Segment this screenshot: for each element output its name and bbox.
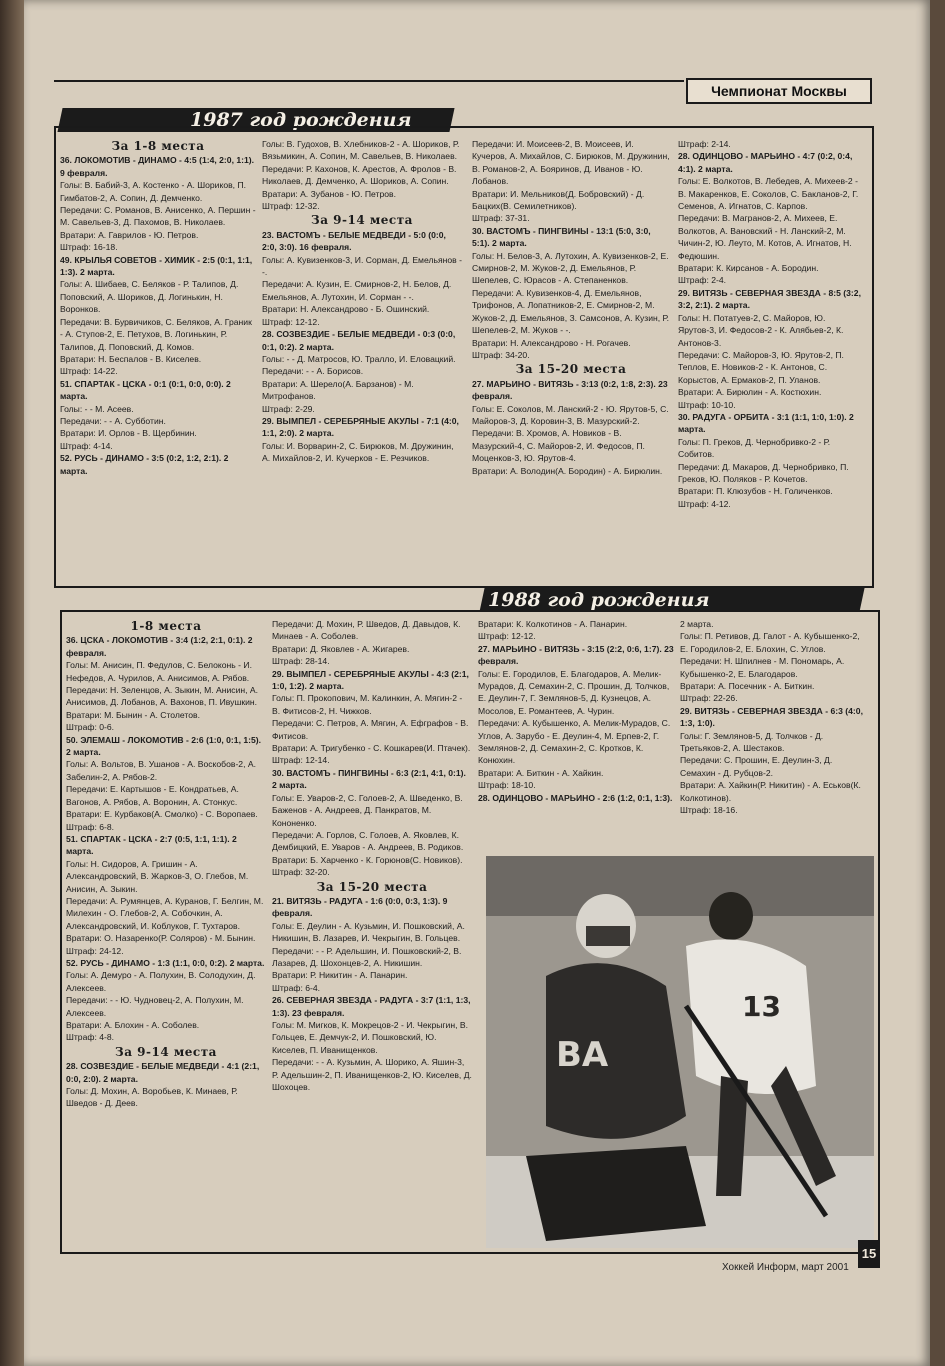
match-detail: Штраф: 22-26.	[680, 693, 738, 704]
match-detail: Голы: А. Кувизенков-3, И. Сорман, Д. Емельянов - -.	[262, 254, 462, 278]
match-detail: Голы: А. Шибаев, С. Беляков - Р. Талипов, Д. Поповский, А. Шориков, Д. Логинькин, Н. Воронков.	[60, 279, 239, 315]
match-detail: Голы: П. Греков, Д. Чернобривко-2 - Р. Собитов.	[678, 436, 831, 460]
match-detail: Голы: Н. Потатуев-2, С. Майоров, Ю. Ярутов-3, И. Федосов-2 - К. Алябьев-2, К. Антонов-3.	[678, 312, 844, 348]
match-detail: Вратари: Д. Яковлев - А. Жигарев.	[272, 643, 410, 654]
match-detail: Голы: И. Ворварин-2, С. Бирюков, М. Дружинин, А. Михайлов-2, И. Кучерков - Е. Резчиков.	[262, 440, 454, 464]
match-detail: Вратари: А. Зубанов - Ю. Петров.	[262, 188, 396, 199]
section-1988-title: 1988 год рождения	[488, 589, 710, 611]
section-1987-title: 1987 год рождения	[190, 109, 412, 131]
match-result: 23. ВАСТОМЪ - БЕЛЫЕ МЕДВЕДИ - 5:0 (0:0, 2:0, 3:0). 16 февраля.	[262, 229, 446, 253]
match-result: 30. РАДУГА - ОРБИТА - 3:1 (1:1, 1:0, 1:0). 2 марта.	[678, 411, 854, 435]
match-detail: Штраф: 4-8.	[66, 1032, 115, 1043]
match-result: 26. СЕВЕРНАЯ ЗВЕЗДА - РАДУГА - 3:7 (1:1, 1:3, 1:3). 23 февраля.	[272, 995, 471, 1018]
match-detail: Штраф: 34-20.	[472, 349, 530, 360]
match-detail: Передачи: С. Майоров-3, Ю. Ярутов-2, П. Теплов, Е. Новиков-2 - К. Антонов, С. Корыстов, А. Ермаков-2, П. Уланов.	[678, 349, 844, 385]
match-detail: Штраф: 24-12.	[66, 945, 124, 956]
section-1987-column-4	[678, 138, 866, 580]
match-result: 28. СОЗВЕЗДИЕ - БЕЛЫЕ МЕДВЕДИ - 0:3 (0:0, 0:1, 0:2). 2 марта.	[262, 329, 456, 352]
match-detail: Голы: Н. Сидоров, А. Гришин - А. Александровский, В. Жарков-3, О. Глебов, М. Анисин, А. Зыкин.	[66, 858, 249, 894]
match-detail: Голы: М. Мигков, К. Мокрецов-2 - И. Чекрыгин, В. Гольцев, Е. Демчук-2, И. Пошковский, Ю. Киселев, П. Иванищенков.	[272, 1020, 468, 1055]
placement-heading: За 9-14 места	[311, 213, 413, 228]
match-detail: Вратари: П. Клюзубов - Н. Голиченков.	[678, 486, 833, 497]
match-detail: 2 марта.	[680, 619, 714, 629]
section-rubric: Чемпионат Москвы	[686, 78, 872, 104]
match-result: 28. ОДИНЦОВО - МАРЬИНО - 4:7 (0:2, 0:4, 4:1). 2 марта.	[678, 151, 853, 174]
match-result: 36. ЛОКОМОТИВ - ДИНАМО - 4:5 (1:4, 2:0, 1:1). 9 февраля.	[60, 155, 255, 178]
match-detail: Штраф: 18-10.	[478, 780, 536, 791]
match-detail: Штраф: 0-6.	[66, 722, 115, 733]
match-detail: Штраф: 12-14.	[272, 755, 330, 766]
match-result: 49. КРЫЛЬЯ СОВЕТОВ - ХИМИК - 2:5 (0:1, 1:1, 1:3). 2 марта.	[60, 254, 253, 278]
match-detail: Передачи: А. Румянцев, А. Куранов, Г. Белгин, М. Милехин - О. Глебов-2, А. Собочкин, А. Александровский, И. Коблуков, Г. Тухтаров.	[66, 895, 264, 931]
match-detail: Голы: - - Д. Матросов, Ю. Тралло, И. Еловацкий.	[262, 353, 456, 364]
match-detail: Штраф: 2-29.	[262, 403, 315, 414]
section-1988-column-2	[272, 618, 472, 1248]
match-detail: Вратари: О. Назаренко(Р. Соляров) - М. Бынин.	[66, 933, 256, 944]
match-result: 51. СПАРТАК - ЦСКА - 2:7 (0:5, 1:1, 1:1). 2 марта.	[66, 833, 237, 857]
match-detail: Вратари: А. Шерело(А. Барзанов) - М. Митрофанов.	[262, 378, 414, 402]
placement-heading: За 9-14 места	[115, 1044, 217, 1059]
match-detail: Передачи: Е. Картышов - Е. Кондратьев, А. Вагонов, А. Рябов, А. Воронин, А. Стонкус.	[66, 784, 239, 807]
match-result: 27. МАРЬИНО - ВИТЯЗЬ - 3:15 (2:2, 0:6, 1:7). 23 февраля.	[478, 643, 674, 667]
match-result: 21. ВИТЯЗЬ - РАДУГА - 1:6 (0:0, 0:3, 1:3). 9 февраля.	[272, 895, 448, 919]
hockey-photo	[486, 856, 874, 1248]
match-detail: Передачи: - - Р. Адельшин, И. Пошковский-2, В. Лазарев, Д. Шохонцев-2, А. Никишин.	[272, 945, 462, 968]
match-detail: Штраф: 18-16.	[680, 805, 738, 816]
match-detail: Штраф: 2-4.	[678, 275, 727, 286]
match-detail: Передачи: С. Петров, А. Мягин, А. Ефграфов - В. Фитисов.	[272, 718, 469, 741]
match-detail: Передачи: - - А. Борисов.	[262, 366, 364, 377]
match-detail: Передачи: А. Горлов, С. Голоев, А. Яковлев, К. Дембицкий, Е. Уваров - А. Андреев, В. Родиков.	[272, 829, 464, 853]
match-detail: Штраф: 14-22.	[60, 366, 118, 377]
section-1988-column-3	[478, 618, 674, 852]
placement-heading: За 1-8 места	[111, 139, 205, 153]
match-detail: Штраф: 32-20.	[272, 867, 330, 878]
match-detail: Вратари: И. Мельников(Д. Бобровский) - Д. Бацких(В. Семилетников).	[472, 188, 645, 212]
match-detail: Штраф: 37-31.	[472, 213, 530, 224]
svg-text:ВА: ВА	[556, 1035, 609, 1075]
match-detail: Передачи: А. Кузин, Е. Смирнов-2, Н. Белов, Д. Емельянов, А. Лутохин, И. Сорман - -.	[262, 279, 452, 302]
match-detail: Передачи: И. Моисеев-2, В. Моисеев, И. Кучеров, А. Михайлов, С. Бирюков, М. Дружинин, В. Романов-2, А. Бояринов, Д. Иванов - Ю. Лобанов.	[472, 139, 670, 187]
match-detail: Голы: - - М. Асеев.	[60, 403, 134, 414]
match-detail: Голы: А. Демуро - А. Полухин, В. Солодухин, Д. Алексеев.	[66, 970, 256, 993]
match-detail: Голы: В. Бабий-3, А. Костенко - А. Шориков, П. Гимбатов-2, А. Сопин, Д. Демченко.	[60, 180, 247, 203]
match-detail: Вратари: К. Колкотинов - А. Панарин.	[478, 619, 628, 629]
match-detail: Передачи: Р. Кахонов, К. Арестов, А. Фролов - В. Николаев, Д. Демченко, А. Шориков, А. Сопин.	[262, 163, 457, 187]
section-1988-column-4	[680, 618, 870, 852]
match-detail: Передачи: А. Кувизенков-4, Д. Емельянов, Трифонов, А. Лопатников-2, Е. Смирнов-2, М. Жуков-2, Д. Емельянов, З. Самсонов, А. Кузин, Р. Шепелев-2, М. Жуков - -.	[472, 287, 670, 336]
match-result: 28. СОЗВЕЗДИЕ - БЕЛЫЕ МЕДВЕДИ - 4:1 (2:1, 0:0, 2:0). 2 марта.	[66, 1061, 260, 1084]
match-detail: Голы: А. Вольтов, В. Ушанов - А. Воскобов-2, А. Забелин-2, А. Рябов-2.	[66, 759, 256, 782]
match-detail: Передачи: Н. Шпилнев - М. Пономарь, А. Кубышенко-2, Е. Благодаров.	[680, 656, 845, 679]
page-number: 15	[858, 1240, 880, 1268]
svg-text:13: 13	[742, 990, 781, 1023]
match-detail: Штраф: 28-14.	[272, 656, 330, 667]
match-detail: Передачи: А. Кубышенко, А. Мелик-Мурадов, С. Углов, А. Зарубо - Е. Деулин-4, М. Ерпев-2, Г. Землянов-2, Д. Семахин-2, С. Кротков, К. Конюхин.	[478, 718, 671, 766]
match-detail: Голы: Н. Белов-3, А. Лутохин, А. Кувизенков-2, Е. Смирнов-2, М. Жуков-2, Д. Емельянов, Р. Шепелев, С. Юрасов - А. Степаненков.	[472, 250, 669, 286]
match-detail: Вратари: А. Посечник - А. Биткин.	[680, 681, 815, 692]
match-result: 29. ВЫМПЕЛ - СЕРЕБРЯНЫЕ АКУЛЫ - 4:3 (2:1, 1:0, 1:2). 2 марта.	[272, 668, 469, 692]
match-detail: Передачи: - - Ю. Чудновец-2, А. Полухин, М. Алексеев.	[66, 995, 244, 1018]
match-detail: Вратари: А. Тригубенко - С. Кошкарев(И. Птачек).	[272, 743, 471, 754]
match-detail: Голы: Е. Соколов, М. Ланский-2 - Ю. Ярутов-5, С. Майоров-3, Д. Коровин-3, В. Мазурский-2.	[472, 403, 669, 426]
match-result: 52. РУСЬ - ДИНАМО - 3:5 (0:2, 1:2, 2:1). 2 марта.	[60, 453, 229, 476]
match-result: 28. ОДИНЦОВО - МАРЬИНО - 2:6 (1:2, 0:1, 1:3).	[478, 792, 673, 803]
match-result: 29. ВЫМПЕЛ - СЕРЕБРЯНЫЕ АКУЛЫ - 7:1 (4:0, 1:1, 2:0). 2 марта.	[262, 415, 459, 439]
match-detail: Вратари: А. Гаврилов - Ю. Петров.	[60, 229, 199, 240]
match-detail: Вратари: Н. Александрово - Б. Ошинский.	[262, 304, 430, 315]
match-detail: Вратари: Р. Никитин - А. Панарин.	[272, 970, 408, 981]
section-1987-column-3	[472, 138, 670, 580]
match-detail: Вратари: К. Кирсанов - А. Бородин.	[678, 263, 819, 274]
match-detail: Передачи: Д. Макаров, Д. Чернобривко, П. Греков, Ю. Поляков - Р. Кочетов.	[678, 461, 849, 484]
match-detail: Передачи: - - А. Кузьмин, А. Шорико, А. Яшин-3, Р. Адельшин-2, П. Иванищенков-2, Ю. Киселев, Д. Шохоцев.	[272, 1057, 472, 1093]
placement-heading: За 15-20 места	[515, 362, 627, 377]
match-result: 52. РУСЬ - ДИНАМО - 1:3 (1:1, 0:0, 0:2). 2 марта.	[66, 957, 265, 968]
section-1987-column-2	[262, 138, 462, 580]
match-detail: Штраф: 4-12.	[678, 498, 731, 509]
match-detail: Штраф: 12-32.	[262, 201, 320, 212]
match-result: 36. ЦСКА - ЛОКОМОТИВ - 3:4 (1:2, 2:1, 0:1). 2 февраля.	[66, 635, 253, 658]
section-1988-column-1	[66, 618, 266, 1248]
match-result: 27. МАРЬИНО - ВИТЯЗЬ - 3:13 (0:2, 1:8, 2:3). 23 февраля.	[472, 378, 668, 402]
match-detail: Вратари: А. Бирюлин - А. Костюхин.	[678, 387, 822, 398]
match-detail: Вратари: М. Бынин - А. Столетов.	[66, 709, 200, 720]
match-detail: Голы: Д. Мохин, А. Воробьев, К. Минаев, Р. Шведов - Д. Деев.	[66, 1086, 238, 1109]
hockey-players-image	[486, 856, 874, 1248]
match-detail: Передачи: Н. Зеленцов, А. Зыкин, М. Анисин, А. Анисимов, Д. Лобанов, А. Вахонов, П. Ивушкин.	[66, 685, 259, 708]
match-detail: Вратари: Б. Харченко - К. Горюнов(С. Новиков).	[272, 854, 463, 865]
match-detail: Передачи: - - А. Субботин.	[60, 415, 166, 426]
match-detail: Штраф: 6-4.	[272, 982, 321, 993]
section-1987-column-1	[60, 138, 256, 580]
match-detail: Передачи: В. Магранов-2, А. Михеев, Е. Волкотов, А. Вановский - Н. Ланский-2, М. Чичин-2, Ю. Леуто, М. Котов, А. Игнатов, Н. Федюшин.	[678, 213, 852, 261]
match-detail: Передачи: С. Романов, В. Анисенко, А. Першин - М. Савельев-3, Д. Пахомов, В. Николаев.	[60, 205, 256, 228]
match-detail: Вратари: Н. Александрово - Н. Рогачев.	[472, 337, 631, 348]
match-detail: Вратари: Е. Курбаков(А. Смолко) - С. Воропаев.	[66, 809, 258, 820]
match-detail: Голы: Е. Уваров-2, С. Голоев-2, А. Шведенко, В. Баженов - А. Андреев, Д. Панкратов, М. Кононенко.	[272, 792, 463, 828]
match-detail: Штраф: 10-10.	[678, 399, 736, 410]
match-detail: Штраф: 6-8.	[66, 821, 115, 832]
match-detail: Штраф: 2-14.	[678, 139, 731, 149]
match-detail: Вратари: И. Орлов - В. Щербинин.	[60, 428, 197, 439]
match-detail: Штраф: 4-14.	[60, 440, 113, 451]
match-result: 51. СПАРТАК - ЦСКА - 0:1 (0:1, 0:0, 0:0). 2 марта.	[60, 378, 231, 402]
placement-heading: 1-8 места	[130, 619, 202, 633]
match-detail: Вратари: А. Хайкин(Р. Никитин) - А. Еськов(К. Колкотинов).	[680, 780, 861, 803]
match-detail: Голы: Г. Землянов-5, Д. Толчков - Д. Третьяков-2, А. Шестаков.	[680, 730, 824, 754]
match-result: 30. ВАСТОМЪ - ПИНГВИНЫ - 13:1 (5:0, 3:0, 5:1). 2 марта.	[472, 225, 651, 249]
placement-heading: За 15-20 места	[316, 879, 428, 894]
match-result: 29. ВИТЯЗЬ - СЕВЕРНАЯ ЗВЕЗДА - 6:3 (4:0, 1:3, 1:0).	[680, 705, 863, 729]
match-detail: Вратари: А. Володин(А. Бородин) - А. Бирюлин.	[472, 465, 663, 476]
match-result: 30. ВАСТОМЪ - ПИНГВИНЫ - 6:3 (2:1, 4:1, 0:1). 2 марта.	[272, 767, 466, 791]
match-detail: Голы: Е. Волкотов, В. Лебедев, А. Михеев-2 - В. Макаренков, Е. Соколов, С. Бакланов-2, Г. Семенов, А. Игнатов, С. Карпов.	[678, 176, 859, 212]
match-detail: Вратари: А. Блохин - А. Соболев.	[66, 1020, 200, 1030]
match-detail: Вратари: А. Биткин - А. Хайкин.	[478, 767, 604, 778]
match-detail: Передачи: С. Прошин, Е. Деулин-3, Д. Семахин - Д. Рубцов-2.	[680, 755, 833, 778]
match-detail: Голы: М. Анисин, П. Федулов, С. Белоконь - И. Нефедов, А. Чурилов, А. Анисимов, А. Рябов.	[66, 660, 252, 683]
match-detail: Голы: П. Ретивов, Д. Галот - А. Кубышенко-2, Е. Городилов-2, Е. Блохин, С. Углов.	[680, 631, 860, 654]
match-detail: Штраф: 16-18.	[60, 242, 118, 253]
match-detail: Передачи: Д. Мохин, Р. Шведов, Д. Давыдов, К. Минаев - А. Соболев.	[272, 619, 461, 642]
match-detail: Штраф: 12-12.	[478, 631, 536, 642]
match-detail: Голы: Е. Деулин - А. Кузьмин, И. Пошковский, А. Никишин, В. Лазарев, И. Чекрыгин, В. Гольцев.	[272, 920, 465, 944]
match-detail: Голы: Е. Городилов, Е. Благодаров, А. Мелик-Мурадов, Д. Семахин-2, С. Прошин, Д. Толчков, Е. Деулин-7, Г. Землянов-5, Д. Кузнецов, А. Мосолов, Е. Романтеев, А. Чурин.	[478, 668, 670, 716]
match-result: 50. ЭЛЕМАШ - ЛОКОМОТИВ - 2:6 (1:0, 0:1, 1:5). 2 марта.	[66, 734, 262, 758]
header-rule	[54, 80, 684, 82]
match-detail: Голы: В. Гудохов, В. Хлебников-2 - А. Шориков, Р. Вязьмикин, А. Сопин, М. Савельев, В. Николаев.	[262, 139, 460, 162]
match-detail: Штраф: 12-12.	[262, 316, 320, 327]
match-detail: Передачи: В. Хромов, А. Новиков - В. Мазурский-4, С. Майоров-2, И. Федосов, П. Моценков-3, Ю. Ярутов-4.	[472, 428, 645, 464]
match-result: 29. ВИТЯЗЬ - СЕВЕРНАЯ ЗВЕЗДА - 8:5 (3:2, 3:2, 2:1). 2 марта.	[678, 287, 861, 311]
magazine-footer: Хоккей Информ, март 2001	[722, 1262, 849, 1273]
match-detail: Голы: П. Прокопович, М. Калинкин, А. Мягин-2 - В. Фитисов-2, Н. Чижков.	[272, 693, 463, 716]
match-detail: Передачи: В. Бурвичиков, С. Беляков, А. Граник - А. Ступов-2, Е. Петухов, В. Логинькин, Р. Талипов, Д. Поповский, Д. Комов.	[60, 316, 252, 352]
match-detail: Вратари: Н. Беспалов - В. Киселев.	[60, 353, 202, 364]
